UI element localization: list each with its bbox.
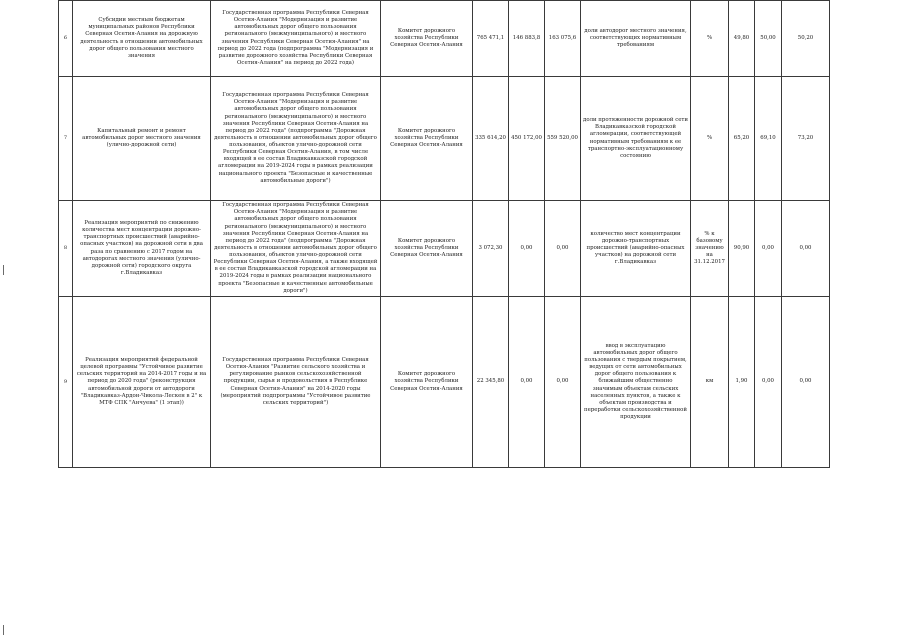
measure-name: Субсидии местным бюджетам муниципальных районов Республики Северная Осетия-Алания на дорожную деятельность в отношении автомобильных дорог общего пользования местного значения	[73, 1, 211, 77]
executor: Комитет дорожного хозяйства Республики Северная Осетия-Алания	[381, 201, 473, 297]
executor: Комитет дорожного хозяйства Республики Северная Осетия-Алания	[381, 297, 473, 468]
funding-value: 765 471,1	[473, 1, 509, 77]
funding-value: 163 075,6	[545, 1, 581, 77]
program-table	[58, 0, 830, 468]
program-name: Государственная программа Республики Северная Осетия-Алания "Модернизация и развитие автомобильных дорог общего пользования регионального (межмуниципального) и местного значения Республики Северная Осетия-Алания" на период до 2022 года (подпрограмма "Модернизация и развитие дорожного хозяйства Республики Северная Осетия-Алания" на период до 2022 года)	[211, 1, 381, 77]
target-value: 1,90	[729, 297, 755, 468]
funding-value: 335 614,20	[473, 77, 509, 201]
target-value: 73,20	[782, 77, 830, 201]
target-value: 50,20	[782, 1, 830, 77]
indicator-name: доли протяженности дорожной сети Владикавказской городской агломерации, соответствующей нормативным требованиям к ее транспортно-эксплуатационному состоянию	[581, 77, 691, 201]
funding-value: 0,00	[509, 201, 545, 297]
funding-value: 0,00	[545, 297, 581, 468]
funding-value: 0,00	[509, 297, 545, 468]
funding-value: 559 520,00	[545, 77, 581, 201]
target-value: 90,90	[729, 201, 755, 297]
program-name: Государственная программа Республики Северная Осетия-Алания "Развитие сельского хозяйства и регулирование рынков сельскохозяйственной продукции, сырья и продовольствия в Республике Северная Осетия-Алания" на 2014-2020 годы (мероприятий подпрограммы "Устойчивое развитие сельских территорий")	[211, 297, 381, 468]
executor: Комитет дорожного хозяйства Республики Северная Осетия-Алания	[381, 1, 473, 77]
indicator-unit: %	[691, 1, 729, 77]
target-value: 0,00	[782, 297, 830, 468]
row-number: 7	[59, 77, 73, 201]
program-name: Государственная программа Республики Северная Осетия-Алания "Модернизация и развитие автомобильных дорог общего пользования регионального (межмуниципального) и местного значения Республики Северная Осетия-Алания на период до 2022 года" (подпрограмма "Дорожная деятельность в отношении автомобильных дорог общего пользования, объектов улично-дорожной сети Республики Северная Осетия-Алания, в том числе входящей в ее состав Владикавказской городской агломерации на 2019-2024 годы в рамках реализации национального проекта "Безопасные и качественные автомобильные дороги")	[211, 77, 381, 201]
row-number: 9	[59, 297, 73, 468]
indicator-name: доли автодорог местного значения, соответствующих нормативным требованиям	[581, 1, 691, 77]
indicator-unit: %	[691, 77, 729, 201]
indicator-unit: км	[691, 297, 729, 468]
left-margin-line	[3, 265, 4, 275]
left-margin-line	[3, 625, 4, 635]
funding-value: 0,00	[545, 201, 581, 297]
measure-name: Капитальный ремонт и ремонт автомобильных дорог местного значения (улично-дорожной сети)	[73, 77, 211, 201]
funding-value: 146 883,8	[509, 1, 545, 77]
table-row	[59, 201, 830, 297]
row-number: 8	[59, 201, 73, 297]
indicator-name: ввод в эксплуатацию автомобильных дорог общего пользования с твердым покрытием, ведущих от сети автомобильных дорог общего пользования к ближайшим общественно значимым объектам сельских населенных пунктов, а также к объектам производства и переработки сельскохозяйственной продукции	[581, 297, 691, 468]
funding-value: 450 172,00	[509, 77, 545, 201]
program-name: Государственная программа Республики Северная Осетия-Алания "Модернизация и развитие автомобильных дорог общего пользования регионального (межмуниципального) и местного значения Республики Северная Осетия-Алания на период до 2022 года" (подпрограмма "Дорожная деятельность в отношении автомобильных дорог общего пользования, объектов улично-дорожной сети Республики Северная Осетия-Алания, а также входящей в ее состав Владикавказской городской агломерации на 2019-2024 годы в рамках реализации национального проекта "Безопасные и качественные автомобильные дороги")	[211, 201, 381, 297]
target-value: 0,00	[782, 201, 830, 297]
table-row	[59, 77, 830, 201]
target-value: 65,20	[729, 77, 755, 201]
indicator-name: количество мест концентрации дорожно-транспортных происшествий (аварийно-опасных участков) на дорожной сети г.Владикавказ	[581, 201, 691, 297]
measure-name: Реализация мероприятий по снижению количества мест концентрации дорожно-транспортных происшествий (аварийно-опасных участков) на дорожной сети в два раза по сравнению с 2017 годом на автодорогах местного значения (улично-дорожной сети) городского округа г.Владикавказ	[73, 201, 211, 297]
table-row	[59, 297, 830, 468]
target-value: 0,00	[755, 297, 782, 468]
funding-value: 22 345,80	[473, 297, 509, 468]
target-value: 49,80	[729, 1, 755, 77]
table-row	[59, 1, 830, 77]
funding-value: 3 072,30	[473, 201, 509, 297]
executor: Комитет дорожного хозяйства Республики Северная Осетия-Алания	[381, 77, 473, 201]
target-value: 50,00	[755, 1, 782, 77]
target-value: 69,10	[755, 77, 782, 201]
measure-name: Реализация мероприятий федеральной целевой программы "Устойчивое развитие сельских территорий на 2014-2017 годы и на период до 2020 года" (реконструкция автомобильной дороги от автодороги "Владикавказ-Ардон-Чикола-Лескен в 2" к МТФ СПК "Анчуева" (1 этап))	[73, 297, 211, 468]
target-value: 0,00	[755, 201, 782, 297]
row-number: 6	[59, 1, 73, 77]
indicator-unit: % к базовому значению на 31.12.2017	[691, 201, 729, 297]
